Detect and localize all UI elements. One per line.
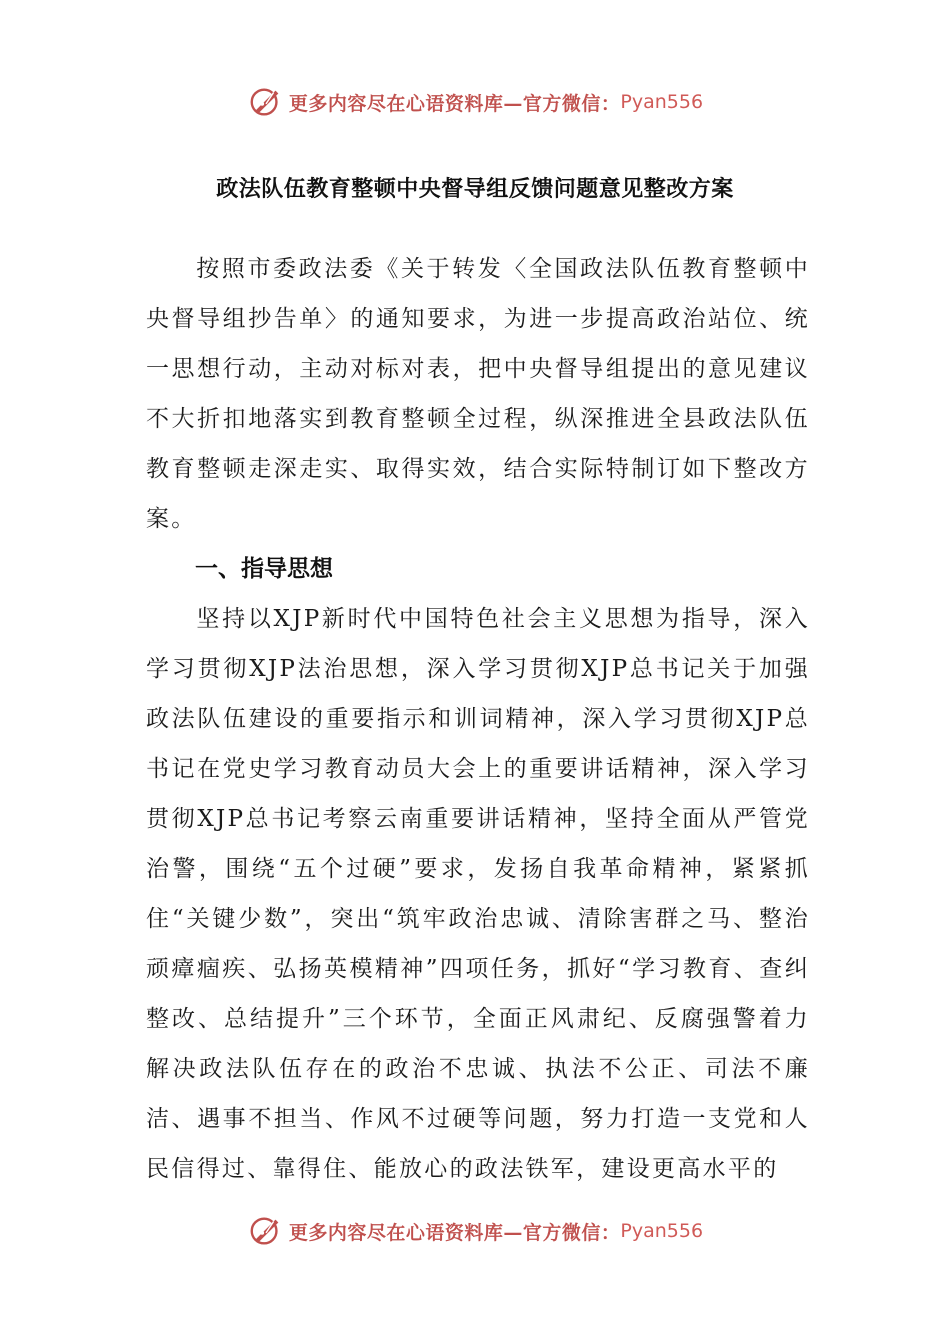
watermark-text: 更多内容尽在心语资料库—官方微信：	[288, 92, 621, 115]
section-paragraph	[146, 594, 810, 1194]
quill-logo-icon	[247, 1212, 285, 1250]
watermark-text: 更多内容尽在心语资料库—官方微信：	[288, 1221, 621, 1244]
watermark-banner-bottom	[0, 1211, 950, 1251]
watermark-banner-top	[0, 82, 950, 122]
intro-paragraph	[146, 244, 810, 544]
section-heading: 一、指导思想	[195, 556, 333, 582]
quill-logo-icon	[247, 83, 285, 121]
section-text: 坚持以XJP新时代中国特色社会主义思想为指导，深入学习贯彻XJP法治思想，深入学习贯彻XJP总书记关于加强政法队伍建设的重要指示和训词精神，深入学习贯彻XJP总书记在党史学习教育动员大会上的重要讲话精神，深入学习贯彻XJP总书记考察云南重要讲话精神，坚持全面从严管党治警，围绕“五个过硬”要求，发扬自我革命精神，紧紧抓住“关键少数”，突出“筑牢政治忠诚、清除害群之马、整治顽瘴痼疾、弘扬英模精神”四项任务，抓好“学习教育、查纠整改、总结提升”三个环节，全面正风肃纪、反腐强警着力解决政法队伍存在的政治不忠诚、执法不公正、司法不廉洁、遇事不担当、作风不过硬等问题，努力打造一支党和人民信得过、靠得住、能放心的政法铁军，建设更高水平的	[146, 606, 810, 1182]
intro-text: 按照市委政法委《关于转发〈全国政法队伍教育整顿中央督导组抄告单〉的通知要求，为进一步提高政治站位、统一思想行动，主动对标对表，把中央督导组提出的意见建议不大折扣地落实到教育整顿全过程，纵深推进全县政法队伍教育整顿走深走实、取得实效，结合实际特制订如下整改方案。	[146, 256, 810, 532]
watermark-id: Pyan556	[620, 91, 704, 113]
document-title: 政法队伍教育整顿中央督导组反馈问题意见整改方案	[216, 177, 734, 202]
watermark-id: Pyan556	[620, 1220, 704, 1242]
